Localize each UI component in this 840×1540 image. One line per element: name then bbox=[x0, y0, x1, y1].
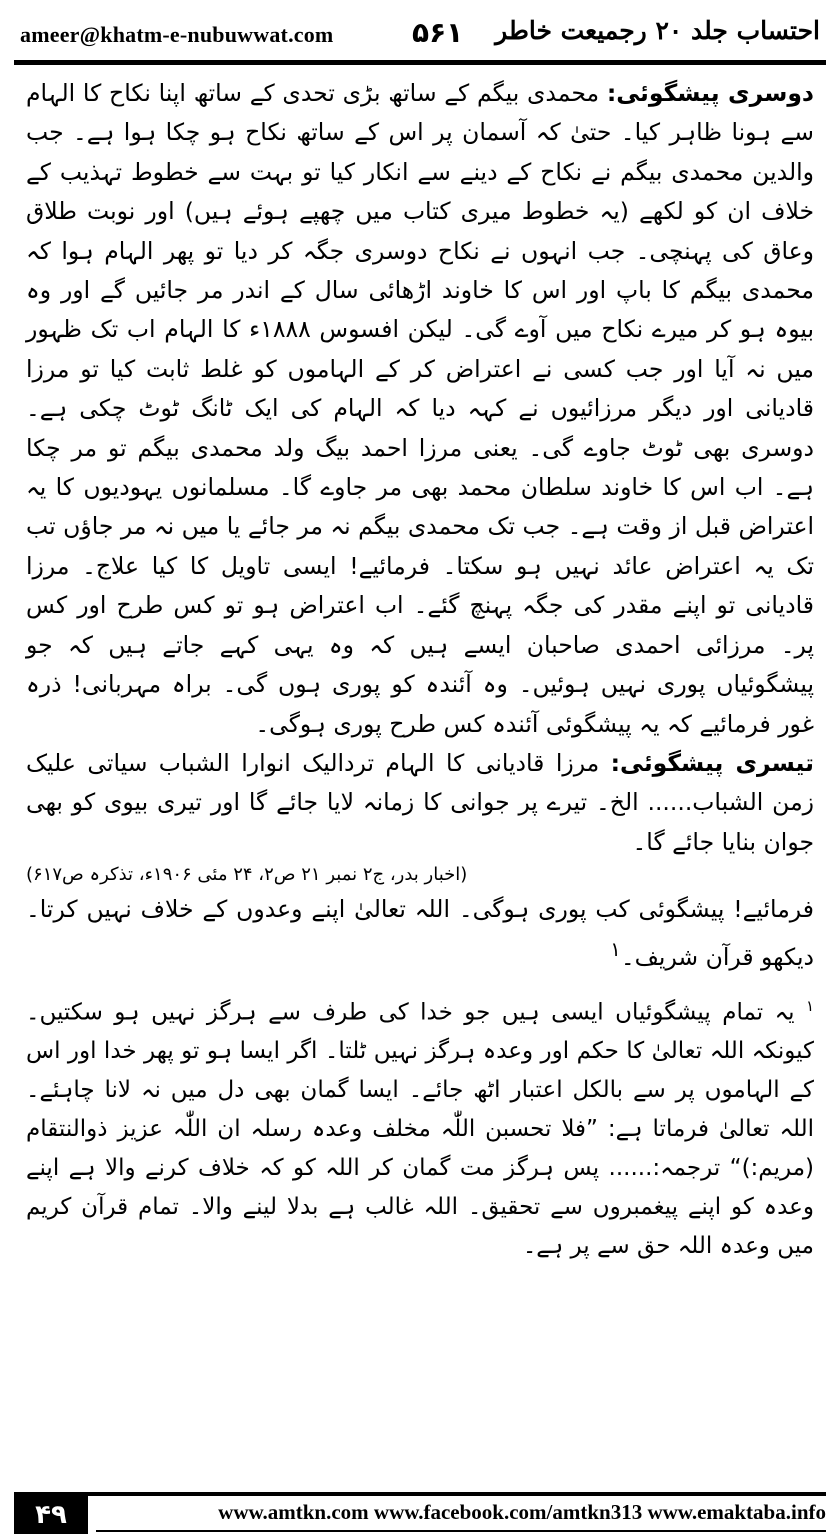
paragraph-second-prophecy bbox=[26, 74, 814, 744]
quran-reference-text: فرمائیے! پیشگوئی کب پوری ہوگی۔ اللہ تعالیٰ اپنے وعدوں کے خلاف نہیں کرتا۔ دیکھو قرآن شریف۔ bbox=[26, 895, 814, 971]
page-body bbox=[26, 74, 814, 1266]
footnote-ref-marker: ۱ bbox=[610, 937, 621, 961]
footer-links[interactable]: www.amtkn.com www.facebook.com/amtkn313 www.emaktaba.info bbox=[218, 1500, 826, 1524]
paragraph-third-prophecy bbox=[26, 744, 814, 862]
paragraph-quran-reference bbox=[26, 890, 814, 977]
second-prophecy-heading: دوسری پیشگوئی: bbox=[606, 79, 814, 107]
footnote-text: یہ تمام پیشگوئیاں ایسی ہیں جو خدا کی طرف سے ہرگز نہیں ہو سکتیں۔ کیونکہ اللہ تعالیٰ کا حکم اور وعدہ ہرگز نہیں ٹلتا۔ اگر ایسا ہو تو پھر خدا اور اس کے الہاموں پر سے بالکل اعتبار اٹھ جائے۔ ایسا گمان بھی دل میں نہ لانا چاہئے۔ اللہ تعالیٰ فرماتا ہے: ”فلا تحسبن اللّٰہ مخلف وعدہ رسلہ ان اللّٰہ عزیز ذوالنتقام (مریم:)“ ترجمہ:...... پس ہرگز مت گمان کر اللہ کو کہ خلاف کرنے والا ہے اپنے وعدہ کو اپنے پیغمبروں سے تحقیق۔ اللہ غالب ہے بدلا لینے والا۔ تمام قرآن کریم میں وعدہ اللہ حق سے پر ہے۔ bbox=[26, 999, 814, 1260]
third-prophecy-heading: تیسری پیشگوئی: bbox=[610, 748, 814, 777]
citation-reference: (اخبار بدر، ج۲ نمبر ۲۱ ص۲، ۲۴ مئی ۱۹۰۶ء، تذکرہ ص۶۱۷) bbox=[26, 864, 468, 886]
footer-rule-thin bbox=[96, 1530, 826, 1532]
third-prophecy-text: مرزا قادیانی کا الہام تردالیک انوارا الشباب سیاتی علیک زمن الشباب...... الخ۔ تیرے پر جوانی کا زمانہ لایا جائے گا اور تیری بیوی کو بھی جوان بنایا جائے گا۔ bbox=[26, 748, 814, 856]
footnote bbox=[26, 987, 814, 1267]
footnote-spacer bbox=[26, 977, 814, 987]
header-rule bbox=[14, 60, 826, 65]
footer-page-number-box: ۴۹ bbox=[14, 1496, 88, 1534]
header-page-number: ۵۶۱ bbox=[412, 16, 464, 49]
page-header bbox=[14, 10, 826, 58]
running-title: احتساب جلد ۲۰ رجمیعت خاطر bbox=[495, 16, 820, 45]
footer-rule-thick bbox=[14, 1492, 826, 1496]
footnote-marker: ۱ bbox=[805, 996, 815, 1015]
header-email[interactable]: ameer@khatm-e-nubuwwat.com bbox=[20, 22, 334, 47]
second-prophecy-text: محمدی بیگم کے ساتھ بڑی تحدی کے ساتھ اپنا نکاح کا الہام سے ہونا ظاہر کیا۔ حتیٰ کہ آسمان پر اس کے ساتھ نکاح ہو چکا ہوا ہے۔ جب والدین محمدی بیگم نے نکاح کے دینے سے انکار کیا تو بہت سے خطوط تہذیب کے خلاف ان کو لکھے (یہ خطوط میری کتاب میں چھپے ہوئے ہیں) اور نوبت طلاق وعاق کی پہنچی۔ جب انہوں نے نکاح دوسری جگہ کر دیا تو پھر الہام ہوا کہ محمدی بیگم کا باپ اور اس کا خاوند اڑھائی سال کے اندر مر جائیں گے اور وہ بیوہ ہو کر میرے نکاح میں آوے گی۔ لیکن افسوس ۱۸۸۸ء کا الہام اب تک ظہور میں نہ آیا اور جب کسی نے اعتراض کر کے الہاموں کو غلط ثابت کیا تو مرزا قادیانی اور دیگر مرزائیوں نے کہہ دیا کہ الہام کی ایک ٹانگ ٹوٹ چکی ہے۔ دوسری بھی ٹوٹ جاوے گی۔ یعنی مرزا احمد بیگ ولد محمدی بیگم تو مر چکا ہے۔ اب اس کا خاوند سلطان محمد بھی مر جاوے گا۔ مسلمانوں یہودیوں کا یہ اعتراض قبل از وقت ہے۔ جب تک محمدی بیگم نہ مر جائے یا میں نہ مر جاؤں تب تک یہ اعتراض عائد نہیں ہو سکتا۔ فرمائیے! ایسی تاویل کا کیا علاج۔ مرزا قادیانی تو اپنے مقدر کی جگہ پہنچ گئے۔ اب اعتراض ہو تو کس طرح اور کس پر۔ مرزائی احمدی صاحبان ایسے ہیں کہ وہ یہی کہے جاتے ہیں کہ جو پیشگوئیاں پوری نہیں ہوئیں۔ وہ آئندہ کو پوری ہوں گی۔ براہ مہربانی! ذرہ غور فرمائیے کہ یہ پیشگوئی آئندہ کس طرح پوری ہوگی۔ bbox=[26, 79, 814, 738]
